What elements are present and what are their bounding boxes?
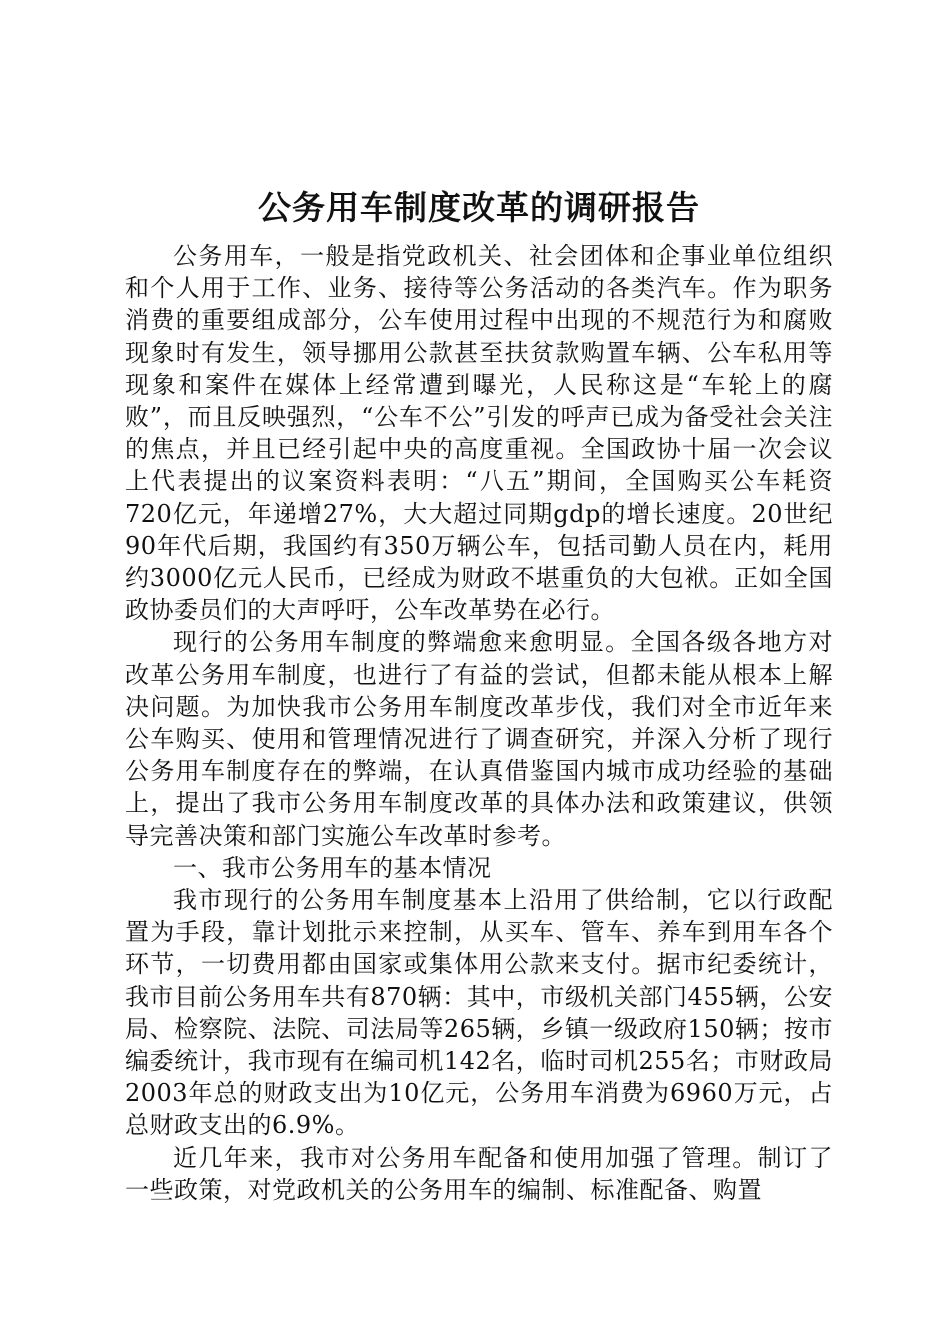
intro-paragraph-2: 现行的公务用车制度的弊端愈来愈明显。全国各级各地方对改革公务用车制度，也进行了有益的尝试，但都未能从根本上解决问题。为加快我市公务用车制度改革步伐，我们对全市近年来公车购买、使用和管理情况进行了调查研究，并深入分析了现行公务用车制度存在的弊端，在认真借鉴国内城市成功经验的基础上，提出了我市公务用车制度改革的具体办法和政策建议，供领导完善决策和部门实施公车改革时参考。 <box>125 628 833 850</box>
section-paragraph-1: 我市现行的公务用车制度基本上沿用了供给制，它以行政配置为手段，靠计划批示来控制，从买车、管车、养车到用车各个环节，一切费用都由国家或集体用公款来支付。据市纪委统计，我市目前公务用车共有870辆：其中，市级机关部门455辆，公安局、检察院、法院、司法局等265辆，乡镇一级政府150辆；按市编委统计，我市现有在编司机142名，临时司机255名；市财政局2003年总的财政支出为10亿元，公务用车消费为6960万元，占总财政支出的6.9%。 <box>125 886 833 1140</box>
document-page <box>125 182 833 1206</box>
intro-paragraph-1: 公务用车，一般是指党政机关、社会团体和企事业单位组织和个人用于工作、业务、接待等公务活动的各类汽车。作为职务消费的重要组成部分，公车使用过程中出现的不规范行为和腐败现象时有发生，领导挪用公款甚至扶贫款购置车辆、公车私用等现象和案件在媒体上经常遭到曝光，人民称这是“车轮上的腐败”，而且反映强烈，“公车不公”引发的呼声已成为备受社会关注的焦点，并且已经引起中央的高度重视。全国政协十届一次会议上代表提出的议案资料表明：“八五”期间，全国购买公车耗资720亿元，年递增27%，大大超过同期gdp的增长速度。20世纪90年代后期，我国约有350万辆公车，包括司勤人员在内，耗用约3000亿元人民币，已经成为财政不堪重负的大包袱。正如全国政协委员们的大声呼吁，公车改革势在必行。 <box>125 242 833 625</box>
section-heading: 一、我市公务用车的基本情况 <box>173 853 492 882</box>
document-title: 公务用车制度改革的调研报告 <box>258 188 700 227</box>
section-paragraph-2: 近几年来，我市对公务用车配备和使用加强了管理。制订了一些政策，对党政机关的公务用车的编制、标准配备、购置 <box>125 1143 833 1204</box>
